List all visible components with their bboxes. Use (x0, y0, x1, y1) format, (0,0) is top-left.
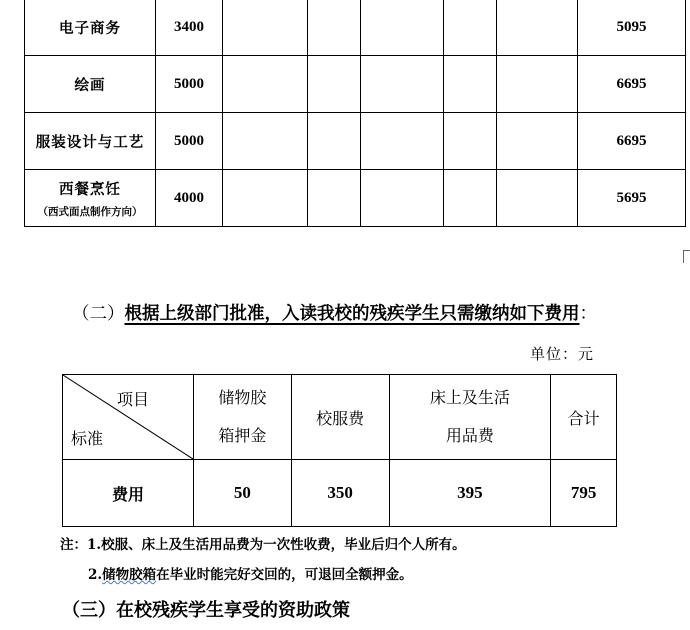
value-uniform: 350 (291, 460, 389, 527)
cost-value-row (63, 460, 617, 527)
total-fee-cell: 6695 (578, 56, 686, 113)
fee-row (25, 170, 686, 227)
note-2-number: 2. (88, 567, 103, 583)
major-name-cell (25, 0, 156, 56)
empty-cell (444, 113, 497, 170)
note-2-flagged-word: 储物胶箱 (102, 567, 157, 583)
empty-cell (223, 113, 308, 170)
major-name: 电子商务 (59, 19, 121, 37)
cost-table (62, 374, 617, 527)
section-2-prefix: （二） (72, 304, 125, 324)
note-2-rest: 在毕业时能完好交回的，可退回全额押金。 (156, 567, 413, 583)
empty-cell (497, 113, 578, 170)
fee-row (25, 0, 686, 56)
major-name: 西餐烹饪 (59, 180, 121, 198)
tuition-fee-cell: 4000 (156, 170, 223, 227)
empty-cell (308, 56, 361, 113)
header-uniform: 校服费 (291, 375, 389, 460)
empty-cell (444, 170, 497, 227)
header-total: 合计 (551, 375, 617, 460)
major-sub-note: （西式面点制作方向） (37, 205, 143, 218)
section-2-heading (72, 300, 597, 325)
total-fee-cell: 5695 (578, 170, 686, 227)
fee-row (25, 56, 686, 113)
empty-cell (308, 170, 361, 227)
header-bedding-line2: 用品费 (445, 426, 494, 445)
empty-cell (361, 113, 444, 170)
note-1: 注：1.校服、床上及生活用品费为一次性收费，毕业后归个人所有。 (60, 537, 466, 553)
header-deposit (194, 375, 292, 460)
tuition-fee-cell: 5000 (156, 56, 223, 113)
empty-cell (361, 170, 444, 227)
major-name-cell (25, 113, 156, 170)
fee-row (25, 113, 686, 170)
section-3-heading: （三）在校残疾学生享受的资助政策 (62, 600, 350, 621)
empty-cell (361, 56, 444, 113)
diag-top-label: 项目 (116, 390, 149, 409)
tuition-fee-cell: 3400 (156, 0, 223, 56)
header-deposit-line1: 储物胶 (218, 388, 267, 407)
empty-cell (497, 56, 578, 113)
fee-table (24, 0, 686, 227)
major-name-cell (25, 170, 156, 227)
value-deposit: 50 (194, 460, 292, 527)
header-bedding (389, 375, 551, 460)
diagonal-header-cell (63, 375, 194, 460)
unit-label: 单位：元 (530, 345, 595, 363)
empty-cell (223, 0, 308, 56)
section-2-title: 根据上级部门批准，入读我校的残疾学生只需缴纳如下费用 (124, 304, 580, 324)
major-name: 服装设计与工艺 (35, 133, 145, 151)
major-name: 绘画 (74, 76, 106, 94)
value-bedding: 395 (389, 460, 551, 527)
empty-cell (497, 0, 578, 56)
section-2-suffix: ： (579, 304, 597, 324)
cost-header-row (63, 375, 617, 460)
tuition-fee-cell: 5000 (156, 113, 223, 170)
note-2 (88, 563, 413, 583)
major-name-cell (25, 56, 156, 113)
empty-cell (444, 56, 497, 113)
empty-cell (308, 0, 361, 56)
empty-cell (308, 113, 361, 170)
empty-cell (223, 56, 308, 113)
empty-cell (497, 170, 578, 227)
empty-cell (444, 0, 497, 56)
value-total: 795 (551, 460, 617, 527)
diag-bottom-label: 标准 (71, 429, 104, 448)
margin-mark (683, 250, 690, 263)
header-deposit-line2: 箱押金 (218, 426, 267, 445)
header-bedding-line1: 床上及生活 (429, 388, 510, 407)
total-fee-cell: 5095 (578, 0, 686, 56)
row-label-fee: 费用 (63, 460, 194, 527)
empty-cell (223, 170, 308, 227)
empty-cell (361, 0, 444, 56)
total-fee-cell: 6695 (578, 113, 686, 170)
